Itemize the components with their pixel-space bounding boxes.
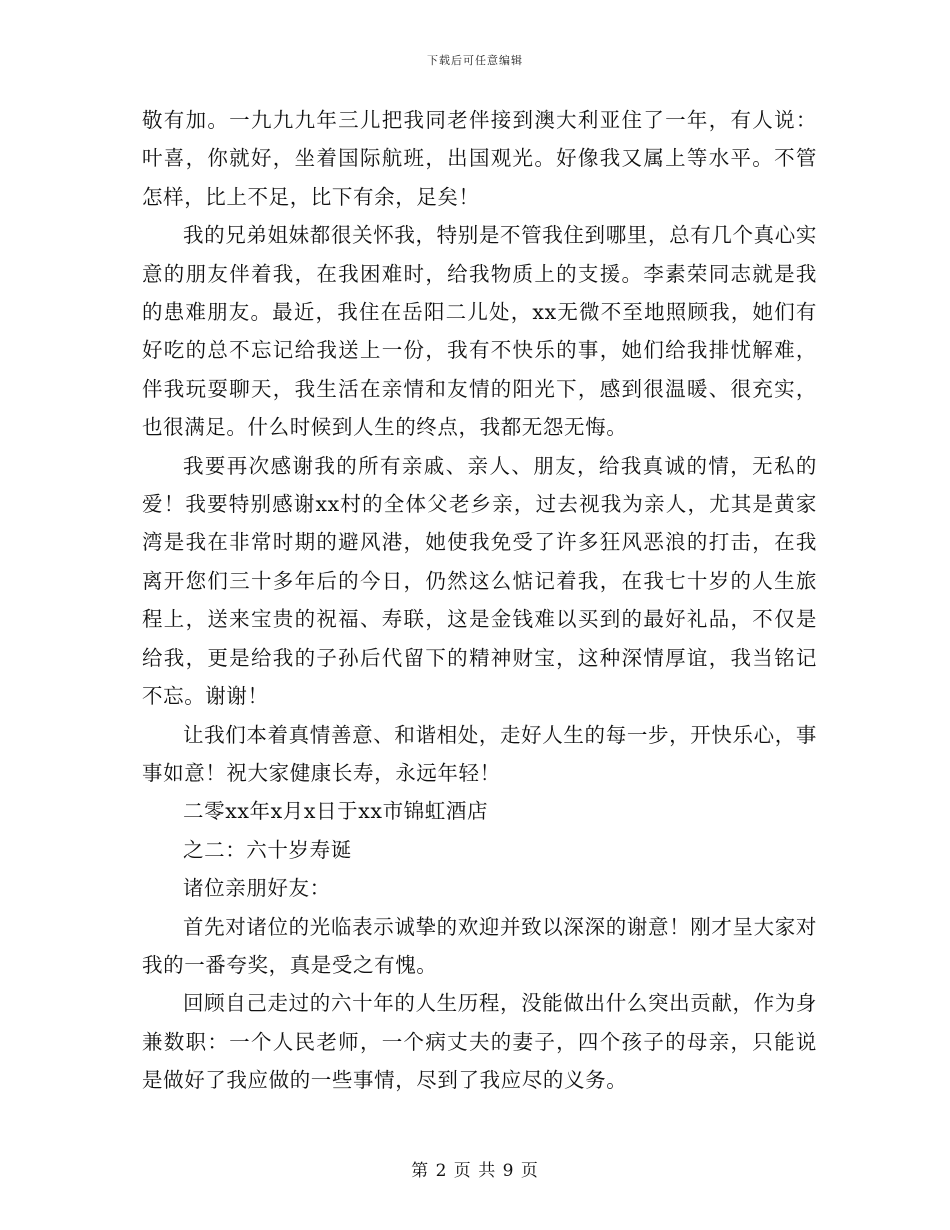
page-footer: 第 2 页 共 9 页	[411, 1161, 539, 1181]
paragraph-thanks: 我要再次感谢我的所有亲戚、亲人、朋友，给我真诚的情，无私的爱！我要特别感谢xx村的全体父老乡亲，过去视我为亲人，尤其是黄家湾是我在非常时期的避风港，她使我免受了许多狂风恶浪的打击，在我离开您们三十多年后的今日，仍然这么惦记着我，在我七十岁的人生旅程上，送来宝贵的祝福、寿联，这是金钱难以买到的最好礼品，不仅是给我，更是给我的子孙后代留下的精神财宝，这种深情厚谊，我当铭记不忘。谢谢！	[142, 453, 817, 709]
paragraph-siblings-friends: 我的兄弟姐妹都很关怀我，特别是不管我住到哪里，总有几个真心实意的朋友伴着我，在我困难时，给我物质上的支援。李素荣同志就是我的患难朋友。最近，我住在岳阳二儿处，xx无微不至地照顾我，她们有好吃的总不忘记给我送上一份，我有不快乐的事，她们给我排忧解难，伴我玩耍聊天，我生活在亲情和友情的阳光下，感到很温暖、很充实，也很满足。什么时候到人生的终点，我都无怨无悔。	[142, 223, 817, 440]
paragraph-wishes: 让我们本着真情善意、和谐相处，走好人生的每一步，开快乐心，事事如意！祝大家健康长寿，永远年轻！	[142, 722, 817, 785]
salutation: 诸位亲朋好友：	[183, 876, 331, 901]
paragraph-welcome: 首先对诸位的光临表示诚挚的欢迎并致以深深的谢意！刚才呈大家对我的一番夸奖，真是受之有愧。	[142, 914, 817, 977]
paragraph-continuation: 敬有加。一九九九年三儿把我同老伴接到澳大利亚住了一年，有人说：叶喜，你就好，坐着国际航班，出国观光。好像我又属上等水平。不管怎样，比上不足，比下有余，足矣！	[142, 108, 817, 209]
page-header: 下载后可任意编辑	[427, 54, 523, 67]
section-heading: 之二：六十岁寿诞	[183, 837, 352, 862]
paragraph-date-place: 二零xx年x月x日于xx市锦虹酒店	[183, 799, 489, 824]
paragraph-review: 回顾自己走过的六十年的人生历程，没能做出什么突出贡献，作为身兼数职：一个人民老师，一个病丈夫的妻子，四个孩子的母亲，只能说是做好了我应做的一些事情，尽到了我应尽的义务。	[142, 991, 817, 1093]
document-body	[142, 101, 817, 1100]
